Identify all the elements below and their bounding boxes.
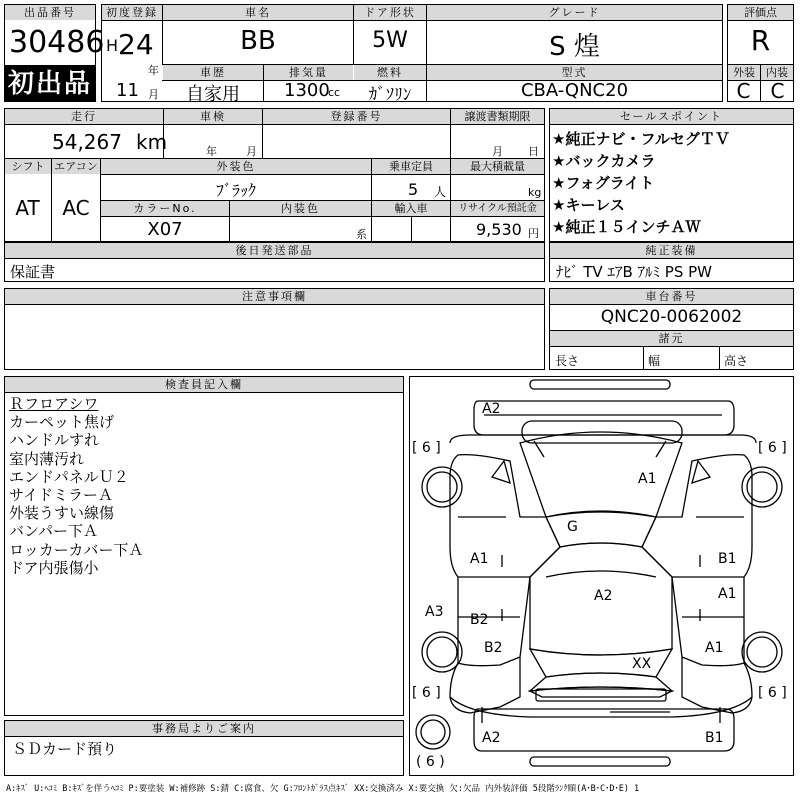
specs-table — [4, 108, 545, 242]
damage-code: A1 — [705, 640, 724, 656]
recycle-label: リサイクル預託金 — [451, 201, 544, 216]
car-name: BB — [240, 26, 276, 56]
caution-label: 注意事項欄 — [5, 289, 544, 304]
inspector-note: ロッカーカバー下Ａ — [9, 540, 144, 559]
model-code: CBA-QNC20 — [520, 80, 629, 101]
mileage-unit: km — [136, 130, 168, 154]
inspector-note: Ｒフロアシワ — [9, 395, 99, 413]
month-unit: 月 — [148, 88, 159, 101]
ac-label: エアコン — [52, 159, 100, 174]
capacity-label: 乗車定員 — [372, 159, 450, 174]
inspection-label: 車検 — [164, 109, 262, 124]
interior-color-label: 内装色 — [230, 201, 371, 216]
chassis-number: QNC20-0062002 — [600, 307, 743, 327]
inspection-month-unit: 月 — [246, 145, 257, 158]
car-name-label: 車名 — [163, 5, 353, 20]
model-label: 型式 — [427, 65, 722, 80]
height-label: 高さ — [724, 354, 749, 368]
inspector-note: サイドミラーＡ — [9, 486, 113, 505]
exterior-score: C — [736, 79, 751, 103]
tire-mark: [ 6 ] — [758, 685, 787, 701]
door-label: ドア形状 — [354, 5, 426, 20]
length-label: 長さ — [555, 354, 580, 368]
displacement-unit: cc — [328, 86, 341, 99]
sales-point-item: ★バックカメラ — [552, 152, 656, 170]
damage-code: A2 — [594, 588, 613, 604]
inspector-note: ハンドルすれ — [9, 431, 100, 450]
interior-label: 内装 — [761, 65, 793, 80]
tire-mark: ( 6 ) — [416, 754, 445, 770]
genuine-equipment-label: 純正装備 — [550, 243, 793, 258]
tire-mark: [ 6 ] — [412, 440, 441, 456]
inspector-note: バンパー下Ａ — [9, 522, 98, 541]
genuine-equipment-value: ﾅﾋﾞ TV ｴｱB ｱﾙﾐ PS PW — [556, 263, 712, 281]
era: H — [106, 36, 119, 55]
recycle-fee: 9,530 — [476, 220, 522, 239]
damage-code: B2 — [484, 640, 503, 656]
inspector-note: ドア内張傷小 — [9, 558, 99, 577]
debut-badge: 初出品 — [4, 66, 96, 102]
history-label: 車歴 — [163, 65, 263, 80]
damage-code: B1 — [718, 551, 737, 567]
damage-code: B2 — [470, 612, 489, 628]
width-label: 幅 — [648, 354, 661, 368]
chassis-label: 車台番号 — [550, 289, 793, 304]
damage-code: A2 — [482, 730, 501, 746]
first-reg-month: 11 — [116, 80, 139, 101]
damage-code: A1 — [638, 471, 657, 487]
reg-no-label: 登録番号 — [263, 109, 450, 124]
color-no-label: カラーNo. — [101, 201, 229, 216]
sales-point-item: ★純正ナビ・フルセグＴＶ — [552, 130, 730, 148]
first-reg-year: 24 — [118, 28, 154, 61]
inspection-year-unit: 年 — [206, 145, 217, 158]
load-label: 最大積載量 — [451, 159, 544, 174]
score-label: 評価点 — [728, 5, 793, 20]
door-type: 5W — [372, 28, 408, 53]
import-label: 輸入車 — [372, 201, 450, 216]
body-color: ﾌﾞﾗｯｸ — [215, 181, 256, 200]
damage-code: A1 — [470, 551, 489, 567]
grade-label: グレード — [427, 5, 722, 20]
tire-mark: [ 6 ] — [412, 685, 441, 701]
tire-mark: [ 6 ] — [758, 440, 787, 456]
sales-points-label: セールスポイント — [550, 109, 793, 124]
transfer-month-unit: 月 — [492, 145, 503, 158]
shift-label: シフト — [5, 159, 51, 174]
mileage-label: 走行 — [5, 109, 163, 124]
office-notice: ＳＤカード預り — [12, 740, 118, 758]
later-parts-value: 保証書 — [10, 263, 56, 281]
damage-code: G — [567, 519, 578, 535]
score: R — [750, 24, 771, 57]
inspector-notes — [9, 395, 143, 577]
sales-points-list — [552, 128, 730, 238]
mileage: 54,267 — [52, 130, 122, 154]
transfer-day-unit: 日 — [528, 145, 539, 158]
sales-point-item: ★キーレス — [552, 196, 625, 214]
year-unit: 年 — [148, 64, 159, 77]
damage-code: B1 — [705, 730, 724, 746]
first-reg-label: 初度登録 — [102, 5, 162, 20]
air-conditioner: AC — [62, 196, 90, 220]
office-label: 事務局よりご案内 — [5, 721, 403, 736]
interior-score: C — [770, 79, 785, 103]
damage-code: A3 — [425, 604, 444, 620]
dimensions-label: 諸元 — [550, 331, 793, 346]
color-number: X07 — [147, 219, 183, 240]
fuel: ｶﾞｿﾘﾝ — [368, 85, 412, 105]
inspector-note: 室内薄汚れ — [9, 449, 85, 468]
car-history: 自家用 — [186, 84, 240, 105]
color-label: 外装色 — [101, 159, 371, 174]
lot-number: 30486 — [9, 25, 105, 60]
transfer-label: 譲渡書類期限 — [451, 109, 544, 124]
later-parts-label: 後日発送部品 — [5, 243, 544, 258]
lot-label: 出品番号 — [5, 5, 95, 20]
damage-code: A1 — [718, 586, 737, 602]
displacement: 1300 — [284, 80, 330, 101]
car-diagram — [409, 376, 794, 776]
capacity: 5 — [408, 180, 419, 199]
capacity-unit: 人 — [434, 185, 447, 199]
sales-point-item: ★純正１５インチＡＷ — [552, 218, 701, 236]
exterior-label: 外装 — [728, 65, 760, 80]
inspector-label: 検査員記入欄 — [5, 377, 403, 392]
displacement-label: 排気量 — [264, 65, 353, 80]
lot-number-box — [4, 4, 105, 66]
inspector-note: カーペット焦げ — [9, 413, 115, 432]
inspector-note: 外装うすい線傷 — [9, 504, 115, 523]
car-outline — [410, 377, 793, 775]
damage-code: XX — [632, 656, 652, 672]
fuel-label: 燃料 — [354, 65, 426, 80]
load-unit: kg — [528, 186, 542, 199]
interior-color-unit: 系 — [356, 228, 367, 241]
sales-point-item: ★フォグライト — [552, 174, 655, 192]
shift: AT — [15, 196, 40, 220]
recycle-unit: 円 — [528, 227, 539, 240]
legend: A:ｷｽﾞ U:ﾍｺﾐ B:ｷｽﾞを伴うﾍｺﾐ P:要塗装 W:補修跡 S:錆 C:腐食、欠 G:ﾌﾛﾝﾄｶﾞﾗｽ点ｷｽﾞ XX:交換済み X:要交換 欠:欠品 内外装評価 5段階ﾗﾝｸ順(A･B･C･D･E) 1 — [6, 784, 640, 794]
grade: S 煌 — [549, 32, 600, 62]
inspector-note: エンドパネルＵ２ — [9, 467, 129, 486]
damage-code: A2 — [482, 401, 501, 417]
